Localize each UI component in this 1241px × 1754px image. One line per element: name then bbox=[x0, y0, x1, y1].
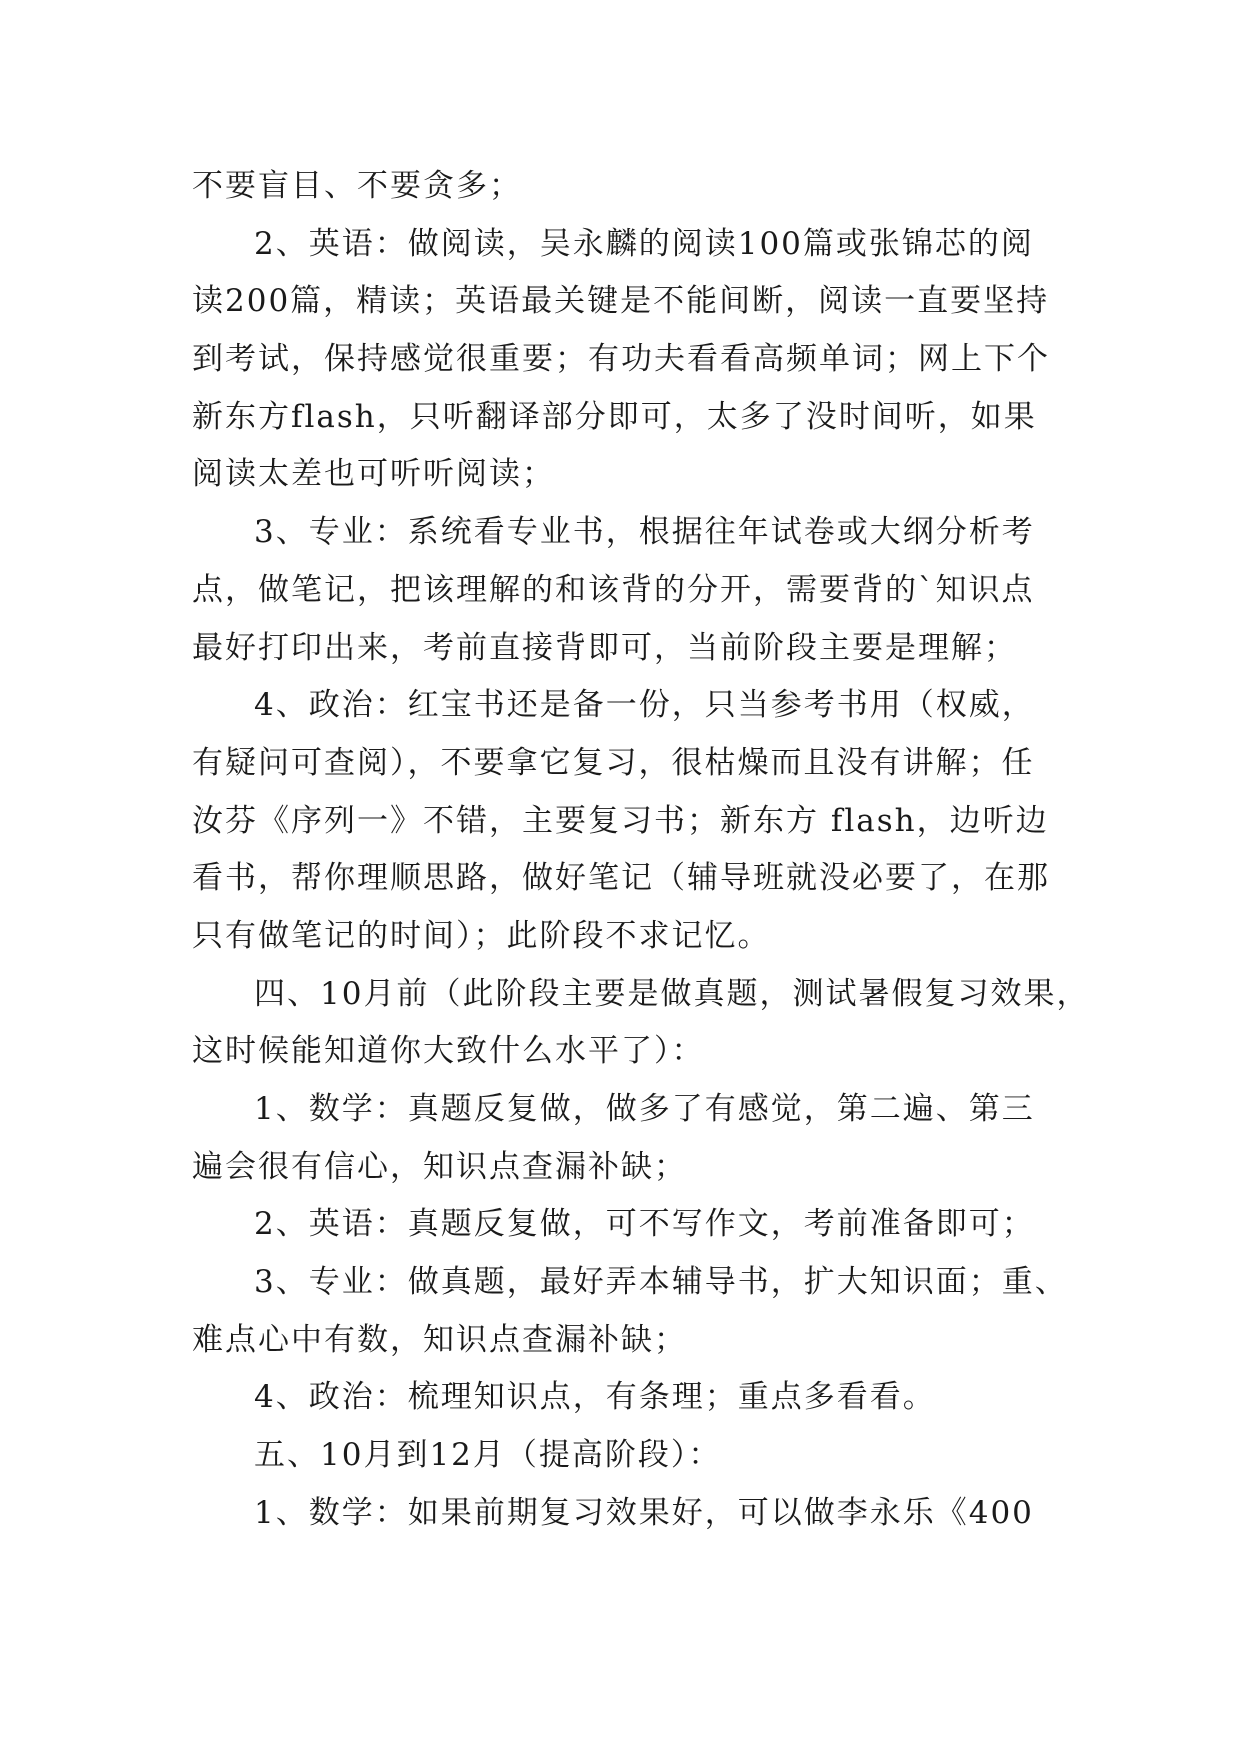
text-line: 到考试，保持感觉很重要；有功夫看看高频单词；网上下个 bbox=[192, 341, 1050, 378]
text-line: 阅读太差也可听听阅读； bbox=[192, 456, 555, 493]
text-line: 2、英语：做阅读，吴永麟的阅读100篇或张锦芯的阅 bbox=[254, 225, 1034, 262]
text-line: 1、数学：如果前期复习效果好，可以做李永乐《400 bbox=[254, 1494, 1034, 1531]
text-line: 3、专业：做真题，最好弄本辅导书，扩大知识面；重、 bbox=[254, 1264, 1068, 1301]
text-line: 4、政治：红宝书还是备一份，只当参考书用（权威， bbox=[254, 687, 1035, 724]
text-line: 有疑问可查阅），不要拿它复习，很枯燥而且没有讲解；任 bbox=[192, 744, 1035, 781]
text-line: 四、10月前（此阶段主要是做真题，测试暑假复习效果， bbox=[254, 975, 1090, 1012]
text-line: 4、政治：梳理知识点，有条理；重点多看看。 bbox=[254, 1379, 936, 1416]
text-line: 遍会很有信心，知识点查漏补缺； bbox=[192, 1148, 687, 1185]
text-line: 最好打印出来，考前直接背即可，当前阶段主要是理解； bbox=[192, 629, 1017, 666]
text-line: 新东方flash，只听翻译部分即可，太多了没时间听，如果 bbox=[192, 398, 1037, 435]
text-line: 3、专业：系统看专业书，根据往年试卷或大纲分析考 bbox=[254, 514, 1035, 551]
text-line: 难点心中有数，知识点查漏补缺； bbox=[192, 1321, 687, 1358]
text-line: 不要盲目、不要贪多； bbox=[192, 168, 522, 204]
text-line: 1、数学：真题反复做，做多了有感觉，第二遍、第三 bbox=[254, 1091, 1035, 1127]
text-line: 读200篇，精读；英语最关键是不能间断，阅读一直要坚持 bbox=[192, 283, 1050, 320]
text-line: 这时候能知道你大致什么水平了）： bbox=[192, 1033, 705, 1070]
body-text bbox=[192, 158, 1090, 1543]
text-line: 只有做笔记的时间）；此阶段不求记忆。 bbox=[192, 917, 771, 954]
text-line: 点，做笔记，把该理解的和该背的分开，需要背的`知识点 bbox=[192, 571, 1035, 608]
text-line: 汝芬《序列一》不错，主要复习书；新东方 flash，边听边 bbox=[192, 802, 1049, 839]
text-line: 看书，帮你理顺思路，做好笔记（辅导班就没必要了，在那 bbox=[192, 860, 1050, 897]
text-line: 五、10月到12月（提高阶段）： bbox=[254, 1437, 722, 1474]
text-line: 2、英语：真题反复做，可不写作文，考前准备即可； bbox=[254, 1206, 1035, 1243]
